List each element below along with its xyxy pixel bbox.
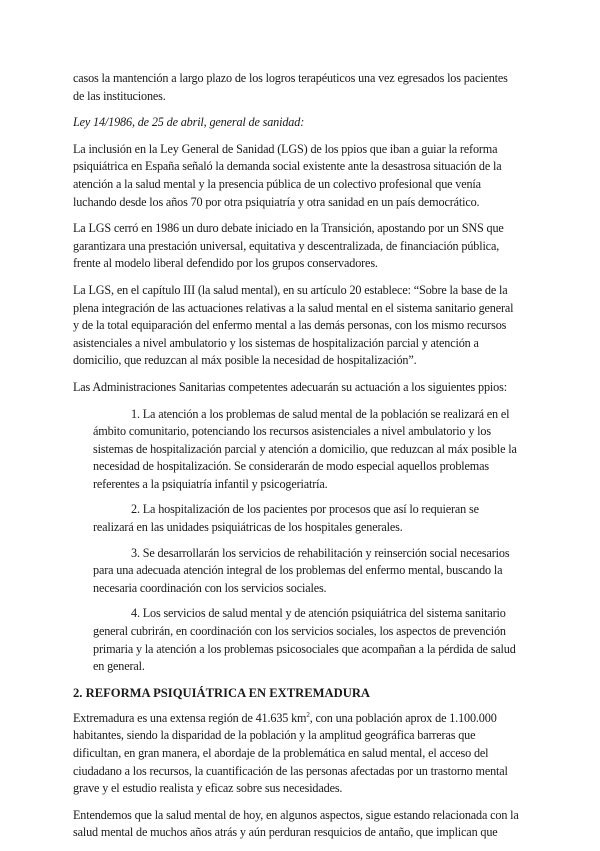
- principle-item: 1. La atención a los problemas de salud mental de la población se realizará en el ámbito comunitario, potenciando los recursos asistenciales a nivel ambulatorio y los sistemas de hospitalización parcial y atención a domicilio, que reduzcan al máx posible la necesidad de hospitalización. Se considerarán de modo especial aquellos problemas referentes a la psiquiatría infantil y psicogeriatría.: [93, 406, 517, 491]
- section-heading: 2. REFORMA PSIQUIÁTRICA EN EXTREMADURA: [73, 685, 371, 700]
- document-page: [73, 70, 521, 851]
- paragraph-entendemos: Entendemos que la salud mental de hoy, en algunos aspectos, sigue estando relacionada con la salud mental de muchos años atrás y aún perduran resquicios de antaño, que implican que: [73, 807, 519, 840]
- paragraph-extremadura: [73, 710, 521, 798]
- extremadura-lead: Extremadura es una extensa región de 41.635 km: [73, 710, 307, 725]
- superscript-squared: 2: [306, 710, 310, 719]
- law-title: Ley 14/1986, de 25 de abril, general de sanidad:: [73, 115, 305, 130]
- principle-item: 3. Se desarrollarán los servicios de rehabilitación y reinserción social necesarios para una adecuada atención integral de los problemas del enfermo mental, buscando la necesaria coordinación con los servicios sociales.: [93, 545, 510, 595]
- principle-item: 2. La hospitalización de los pacientes por procesos que así lo requieran se realizará en las unidades psiquiátricas de los hospitales generales.: [93, 502, 479, 535]
- paragraph-lgs-inclusion: La inclusión en la Ley General de Sanidad (LGS) de los ppios que iban a guiar la reforma psiquiátrica en España señaló la demanda social existente ante la desastrosa situación de la atención a la salud mental y la presencia pública de un colectivo profesional que venía luchando desde los años 70 por otra psiquiatría y otra sanidad en un país democrático.: [73, 141, 502, 209]
- paragraph-lgs-1986: La LGS cerró en 1986 un duro debate iniciado en la Transición, apostando por un SNS que garantizara una prestación universal, equitativa y descentralizada, de financiación pública, frente al modelo liberal defendido por los grupos conservadores.: [73, 221, 504, 271]
- paragraph-intro-tail: casos la mantención a largo plazo de los logros terapéuticos una vez egresados los pacientes de las instituciones.: [73, 71, 508, 103]
- principle-item: 4. Los servicios de salud mental y de atención psiquiátrica del sistema sanitario general cubrirán, en coordinación con los servicios sociales, los aspectos de prevención primaria y la atención a los problemas psicosociales que acompañan a la pérdida de salud en general.: [93, 606, 516, 674]
- paragraph-article-20: La LGS, en el capítulo III (la salud mental), en su artículo 20 establece: “Sobre la base de la plena integración de las actuaciones relativas a la salud mental en el sistema sanitario general y de la total equiparación del enfermo mental a las demás personas, con los mismo recursos asistenciales a nivel ambulatorio y los sistemas de hospitalización parcial y atención a domicilio, que reduzcan al máx posible la necesidad de hospitalización”.: [73, 282, 514, 368]
- extremadura-rest: , con una población aprox de 1.100.000 habitantes, siendo la disparidad de la población y la amplitud geográfica barreras que dificultan, en gran manera, el abordaje de la problemática en salud mental, el acceso del ciudadano a los recursos, la cuantificación de las personas afectadas por un trastorno mental grave y el estudio realista y eficaz sobre sus necesidades.: [73, 710, 508, 796]
- paragraph-administrations: Las Administraciones Sanitarias competentes adecuarán su actuación a los siguientes ppios:: [73, 379, 507, 394]
